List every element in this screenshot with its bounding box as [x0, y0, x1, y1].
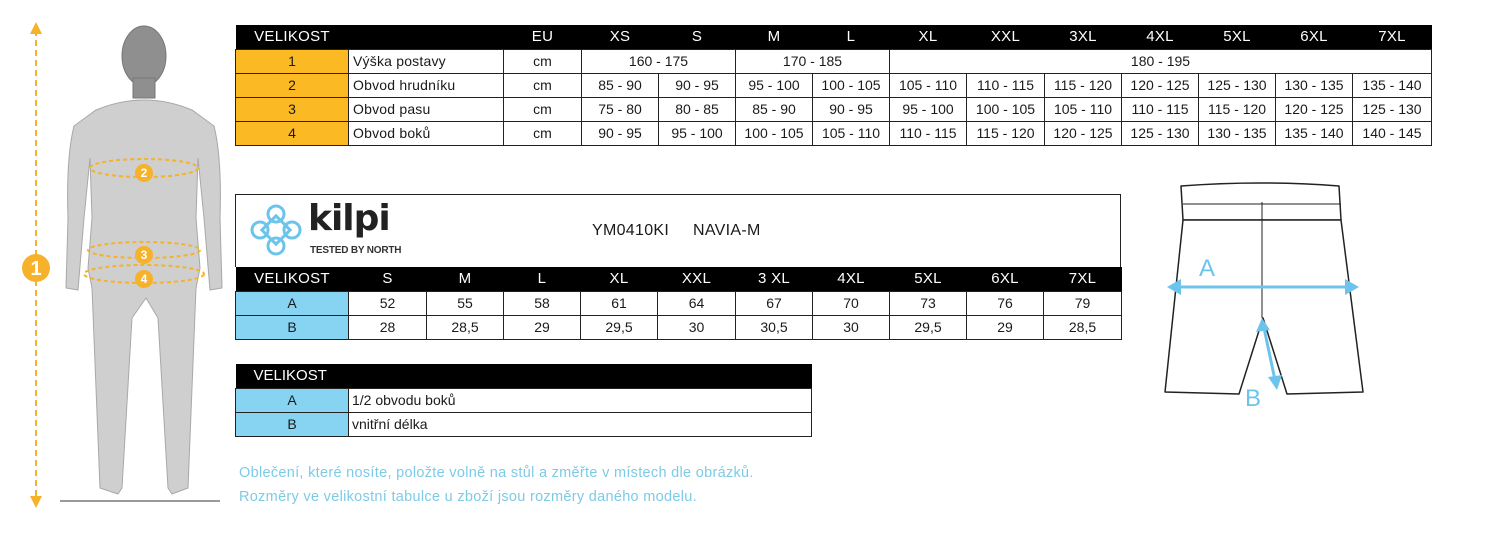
header-cell: 5XL [890, 267, 967, 291]
table-row [236, 121, 1432, 145]
value-cell: 140 - 145 [1353, 121, 1432, 145]
header-cell: XXL [967, 25, 1045, 49]
value-cell: 110 - 115 [890, 121, 967, 145]
value-cell: 85 - 90 [736, 97, 813, 121]
row-label: Výška postavy [349, 49, 504, 73]
kilpi-knot-icon [246, 200, 306, 260]
value-cell: 67 [736, 291, 813, 315]
legend-header [236, 364, 812, 388]
brand-name: kilpi [308, 198, 390, 239]
value-cell: 100 - 105 [813, 73, 890, 97]
value-cell: 29 [967, 315, 1044, 339]
value-cell: 28 [349, 315, 427, 339]
value-cell: 30,5 [736, 315, 813, 339]
value-cell: 79 [1044, 291, 1122, 315]
value-cell: 90 - 95 [582, 121, 659, 145]
value-cell: 90 - 95 [659, 73, 736, 97]
value-cell: 73 [890, 291, 967, 315]
value-cell: 90 - 95 [813, 97, 890, 121]
value-cell: 70 [813, 291, 890, 315]
value-cell: 76 [967, 291, 1044, 315]
header-cell: VELIKOST [236, 267, 349, 291]
header-cell: XL [890, 25, 967, 49]
header-cell: 6XL [967, 267, 1044, 291]
value-cell: 52 [349, 291, 427, 315]
product-code: YM0410KI [592, 222, 670, 239]
value-cell: 110 - 115 [967, 73, 1045, 97]
shorts-label-a: A [1199, 255, 1216, 282]
kilpi-logo [246, 200, 406, 264]
body-measurement-figure [0, 18, 232, 513]
row-label: Obvod pasu [349, 97, 504, 121]
product-name: NAVIA-M [693, 222, 761, 239]
header-cell [349, 25, 504, 49]
value-cell: 125 - 130 [1122, 121, 1199, 145]
marker-3-text: 3 [140, 248, 148, 262]
row-label: Obvod boků [349, 121, 504, 145]
row-description: 1/2 obvodu boků [349, 388, 812, 412]
header-cell: M [427, 267, 504, 291]
table-row [236, 291, 1122, 315]
table-row [236, 388, 812, 412]
value-cell: 95 - 100 [890, 97, 967, 121]
value-cell: 55 [427, 291, 504, 315]
row-label: Obvod hrudníku [349, 73, 504, 97]
measurement-legend-table [235, 364, 812, 437]
row-number: 3 [236, 97, 349, 121]
value-cell: 29,5 [890, 315, 967, 339]
shorts-measurement-figure [1155, 180, 1370, 410]
value-cell: 125 - 130 [1353, 97, 1432, 121]
value-cell: 80 - 85 [659, 97, 736, 121]
product-size-table [235, 267, 1122, 340]
unit-cell: cm [504, 97, 582, 121]
row-key: A [236, 388, 349, 412]
value-cell: 105 - 110 [890, 73, 967, 97]
body-size-table [235, 25, 1432, 146]
product-table-header [236, 267, 1122, 291]
row-number: 4 [236, 121, 349, 145]
header-cell: XL [581, 267, 658, 291]
header-cell: VELIKOST [236, 364, 812, 388]
value-cell: 64 [658, 291, 736, 315]
header-cell: L [813, 25, 890, 49]
value-cell: 100 - 105 [967, 97, 1045, 121]
value-cell: 135 - 140 [1276, 121, 1353, 145]
value-cell: 160 - 175 [582, 49, 736, 73]
value-cell: 75 - 80 [582, 97, 659, 121]
header-cell: EU [504, 25, 582, 49]
header-cell: 7XL [1353, 25, 1432, 49]
brand-tagline: TESTED BY NORTH [310, 245, 402, 256]
shorts-label-b: B [1245, 385, 1262, 410]
value-cell: 58 [504, 291, 581, 315]
unit-cell: cm [504, 49, 582, 73]
table-row [236, 412, 812, 436]
value-cell: 28,5 [1044, 315, 1122, 339]
value-cell: 100 - 105 [736, 121, 813, 145]
value-cell: 29 [504, 315, 581, 339]
value-cell: 85 - 90 [582, 73, 659, 97]
header-cell: L [504, 267, 581, 291]
value-cell: 115 - 120 [1199, 97, 1276, 121]
value-cell: 110 - 115 [1122, 97, 1199, 121]
header-cell: S [659, 25, 736, 49]
row-key: B [236, 412, 349, 436]
row-key: B [236, 315, 349, 339]
header-cell: XXL [658, 267, 736, 291]
value-cell: 105 - 110 [813, 121, 890, 145]
value-cell: 28,5 [427, 315, 504, 339]
table-row [236, 49, 1432, 73]
unit-cell: cm [504, 121, 582, 145]
value-cell: 130 - 135 [1276, 73, 1353, 97]
value-cell: 125 - 130 [1199, 73, 1276, 97]
value-cell: 30 [813, 315, 890, 339]
value-cell: 130 - 135 [1199, 121, 1276, 145]
header-cell: XS [582, 25, 659, 49]
header-cell: 5XL [1199, 25, 1276, 49]
instruction-note: Rozměry ve velikostní tabulce u zboží jsou rozměry daného modelu. [239, 489, 697, 505]
header-cell: S [349, 267, 427, 291]
table-row [236, 73, 1432, 97]
header-cell: 7XL [1044, 267, 1122, 291]
value-cell: 135 - 140 [1353, 73, 1432, 97]
value-cell: 95 - 100 [736, 73, 813, 97]
row-description: vnitřní délka [349, 412, 812, 436]
header-cell: VELIKOST [236, 25, 349, 49]
value-cell: 120 - 125 [1122, 73, 1199, 97]
header-cell: 4XL [1122, 25, 1199, 49]
value-cell: 95 - 100 [659, 121, 736, 145]
row-number: 2 [236, 73, 349, 97]
body-table-header [236, 25, 1432, 49]
unit-cell: cm [504, 73, 582, 97]
value-cell: 120 - 125 [1276, 97, 1353, 121]
table-row [236, 315, 1122, 339]
value-cell: 105 - 110 [1045, 97, 1122, 121]
header-cell: 6XL [1276, 25, 1353, 49]
table-row [236, 97, 1432, 121]
marker-1-text: 1 [30, 258, 42, 280]
value-cell: 170 - 185 [736, 49, 890, 73]
value-cell: 115 - 120 [967, 121, 1045, 145]
row-number: 1 [236, 49, 349, 73]
header-cell: 3XL [1045, 25, 1122, 49]
value-cell: 61 [581, 291, 658, 315]
header-cell: 4XL [813, 267, 890, 291]
value-cell: 30 [658, 315, 736, 339]
header-cell: 3 XL [736, 267, 813, 291]
marker-4-text: 4 [140, 272, 148, 286]
header-cell: M [736, 25, 813, 49]
marker-2-text: 2 [140, 166, 148, 180]
value-cell: 120 - 125 [1045, 121, 1122, 145]
instruction-note: Oblečení, které nosíte, položte volně na stůl a změřte v místech dle obrázků. [239, 465, 754, 481]
value-cell: 29,5 [581, 315, 658, 339]
row-key: A [236, 291, 349, 315]
value-cell: 180 - 195 [890, 49, 1432, 73]
value-cell: 115 - 120 [1045, 73, 1122, 97]
